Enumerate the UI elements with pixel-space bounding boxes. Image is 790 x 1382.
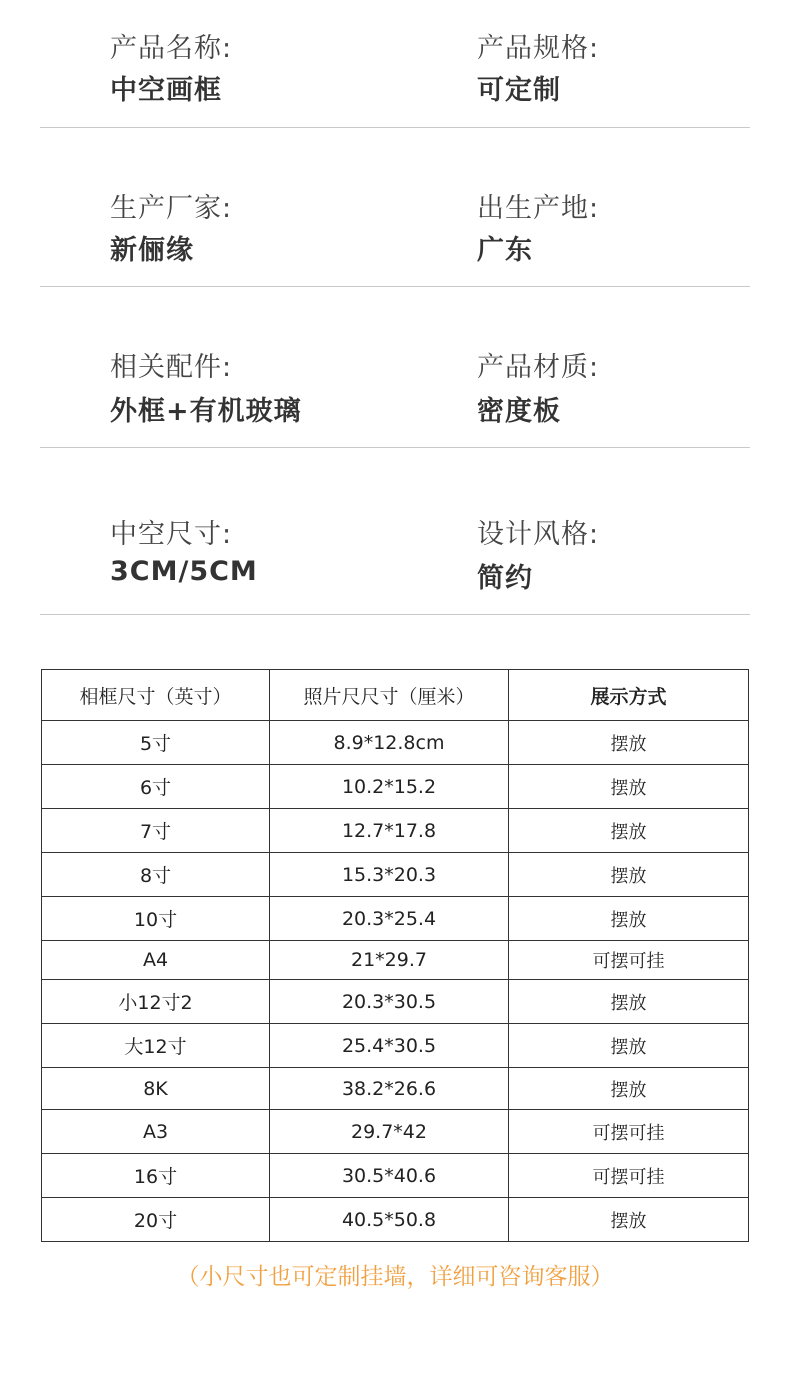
cell-frame-size: 20寸 — [42, 1198, 270, 1242]
cell-frame-size: 7寸 — [42, 809, 270, 853]
cell-photo-size: 20.3*25.4 — [270, 897, 509, 941]
header-photo-size: 照片尺尺寸（厘米） — [270, 670, 509, 721]
cell-frame-size: A4 — [42, 941, 270, 980]
cell-display-mode: 摆放 — [509, 980, 749, 1024]
spec-row — [40, 0, 750, 128]
cell-photo-size: 20.3*30.5 — [270, 980, 509, 1024]
product-spec-section — [40, 0, 750, 615]
table-row — [42, 1024, 749, 1068]
table-row — [42, 1110, 749, 1154]
cell-photo-size: 40.5*50.8 — [270, 1198, 509, 1242]
spec-label: 中空尺寸: — [110, 519, 233, 550]
cell-frame-size: 小12寸2 — [42, 980, 270, 1024]
cell-display-mode: 可摆可挂 — [509, 1154, 749, 1198]
cell-photo-size: 8.9*12.8cm — [270, 721, 509, 765]
spec-value: 中空画框 — [110, 75, 222, 106]
spec-label: 产品材质: — [477, 352, 600, 383]
table-row — [42, 1068, 749, 1110]
cell-display-mode: 摆放 — [509, 721, 749, 765]
spec-row — [40, 128, 750, 287]
cell-photo-size: 30.5*40.6 — [270, 1154, 509, 1198]
cell-frame-size: 6寸 — [42, 765, 270, 809]
cell-frame-size: A3 — [42, 1110, 270, 1154]
table-body — [42, 721, 749, 1242]
spec-label: 产品规格: — [477, 33, 600, 64]
spec-label: 设计风格: — [477, 519, 600, 550]
cell-display-mode: 摆放 — [509, 853, 749, 897]
header-display-mode: 展示方式 — [509, 670, 749, 721]
spec-label: 产品名称: — [110, 33, 233, 64]
cell-photo-size: 10.2*15.2 — [270, 765, 509, 809]
cell-frame-size: 8寸 — [42, 853, 270, 897]
cell-frame-size: 8K — [42, 1068, 270, 1110]
table-row — [42, 853, 749, 897]
header-frame-size: 相框尺寸（英寸） — [42, 670, 270, 721]
cell-frame-size: 大12寸 — [42, 1024, 270, 1068]
spec-label: 相关配件: — [110, 352, 233, 383]
cell-display-mode: 摆放 — [509, 1198, 749, 1242]
cell-display-mode: 可摆可挂 — [509, 1110, 749, 1154]
cell-display-mode: 摆放 — [509, 1024, 749, 1068]
table-row — [42, 1154, 749, 1198]
table-row — [42, 1198, 749, 1242]
cell-photo-size: 38.2*26.6 — [270, 1068, 509, 1110]
cell-frame-size: 16寸 — [42, 1154, 270, 1198]
spec-row — [40, 448, 750, 615]
table-row — [42, 980, 749, 1024]
footer-note: （小尺寸也可定制挂墙，详细可咨询客服） — [176, 1264, 614, 1290]
spec-value: 3CM/5CM — [110, 556, 258, 587]
cell-frame-size: 5寸 — [42, 721, 270, 765]
spec-value: 简约 — [477, 563, 533, 594]
spec-value: 外框+有机玻璃 — [110, 396, 302, 427]
cell-display-mode: 摆放 — [509, 765, 749, 809]
spec-row — [40, 287, 750, 448]
size-table — [41, 669, 749, 1242]
spec-label: 出生产地: — [477, 193, 600, 224]
spec-value: 密度板 — [477, 396, 561, 427]
cell-photo-size: 25.4*30.5 — [270, 1024, 509, 1068]
cell-photo-size: 12.7*17.8 — [270, 809, 509, 853]
spec-label: 生产厂家: — [110, 193, 233, 224]
table-row — [42, 897, 749, 941]
cell-frame-size: 10寸 — [42, 897, 270, 941]
table-row — [42, 809, 749, 853]
table-row — [42, 721, 749, 765]
table-row — [42, 941, 749, 980]
cell-display-mode: 摆放 — [509, 809, 749, 853]
cell-photo-size: 15.3*20.3 — [270, 853, 509, 897]
table-row — [42, 765, 749, 809]
cell-display-mode: 摆放 — [509, 897, 749, 941]
cell-photo-size: 29.7*42 — [270, 1110, 509, 1154]
spec-value: 可定制 — [477, 75, 561, 106]
cell-photo-size: 21*29.7 — [270, 941, 509, 980]
cell-display-mode: 摆放 — [509, 1068, 749, 1110]
cell-display-mode: 可摆可挂 — [509, 941, 749, 980]
spec-value: 广东 — [477, 235, 533, 266]
spec-value: 新俪缘 — [110, 235, 194, 266]
table-header-row — [42, 670, 749, 721]
